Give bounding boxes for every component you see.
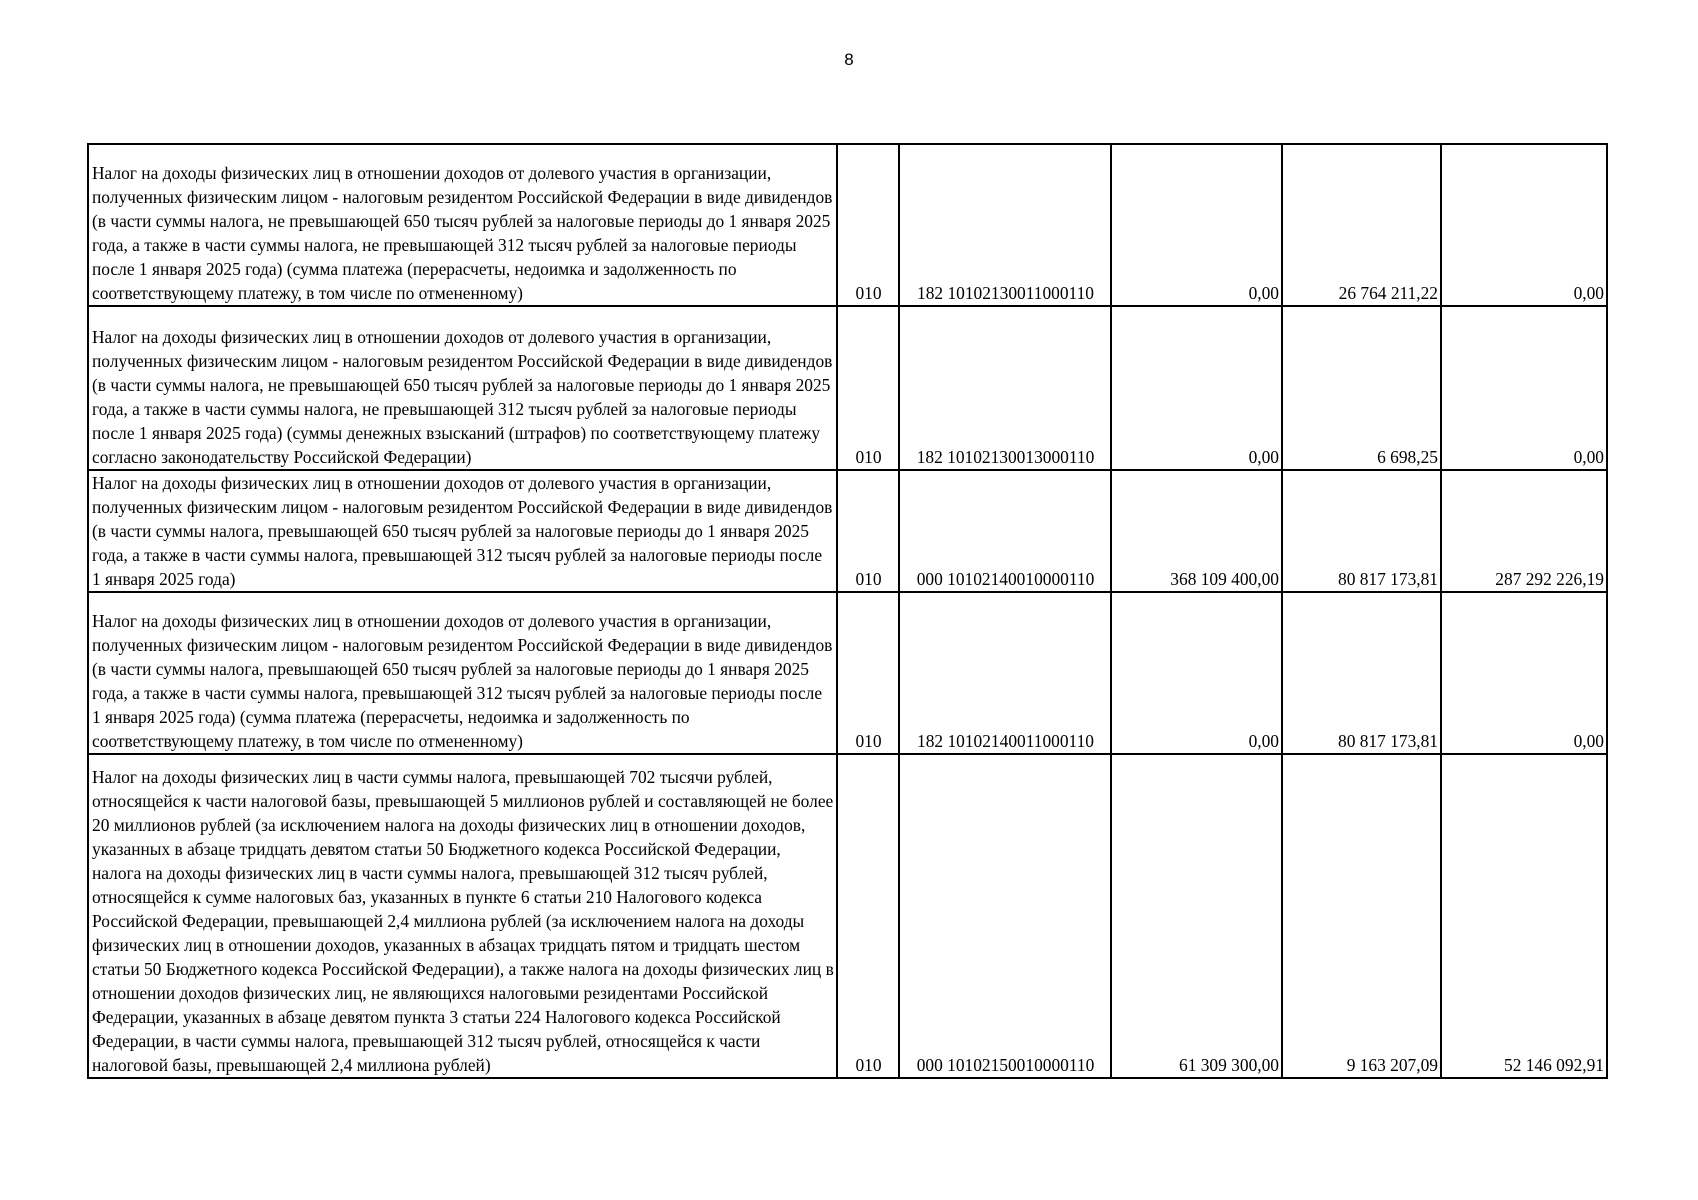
row-executed: 6 698,25 — [1282, 306, 1441, 470]
row-approved: 368 109 400,00 — [1111, 470, 1282, 592]
row-approved: 0,00 — [1111, 592, 1282, 754]
row-executed: 9 163 207,09 — [1282, 754, 1441, 1078]
row-description: Налог на доходы физических лиц в отношении доходов от долевого участия в организации, полученных физическим лицом - налоговым резидентом Российской Федерации в виде дивидендов (в части суммы налога, не превышающей 650 тысяч рублей за налоговые периоды до 1 января 2025 года, а также в части суммы налога, не превышающей 312 тысяч рублей за налоговые периоды после 1 января 2025 года) (сумма платежа (перерасчеты, недоимка и задолженность по соответствующему платежу, в том числе по отмененному) — [88, 144, 837, 306]
table-row — [88, 592, 1607, 754]
table-row — [88, 144, 1607, 306]
row-unexecuted: 0,00 — [1441, 592, 1607, 754]
row-budget-code: 182 10102140011000110 — [899, 592, 1111, 754]
row-line-code: 010 — [837, 470, 899, 592]
row-description: Налог на доходы физических лиц в отношении доходов от долевого участия в организации, полученных физическим лицом - налоговым резидентом Российской Федерации в виде дивидендов (в части суммы налога, не превышающей 650 тысяч рублей за налоговые периоды до 1 января 2025 года, а также в части суммы налога, не превышающей 312 тысяч рублей за налоговые периоды после 1 января 2025 года) (суммы денежных взысканий (штрафов) по соответствующему платежу согласно законодательству Российской Федерации) — [88, 306, 837, 470]
table-row — [88, 470, 1607, 592]
row-approved: 0,00 — [1111, 144, 1282, 306]
row-description: Налог на доходы физических лиц в части суммы налога, превышающей 702 тысячи рублей, относящейся к части налоговой базы, превышающей 5 миллионов рублей и составляющей не более 20 миллионов рублей (за исключением налога на доходы физических лиц в отношении доходов, указанных в абзаце тридцать девятом статьи 50 Бюджетного кодекса Российской Федерации, налога на доходы физических лиц в части суммы налога, превышающей 312 тысяч рублей, относящейся к сумме налоговых баз, указанных в пункте 6 статьи 210 Налогового кодекса Российской Федерации, превышающей 2,4 миллиона рублей (за исключением налога на доходы физических лиц в отношении доходов, указанных в абзацах тридцать пятом и тридцать шестом статьи 50 Бюджетного кодекса Российской Федерации), а также налога на доходы физических лиц в отношении доходов физических лиц, не являющихся налоговыми резидентами Российской Федерации, указанных в абзаце девятом пункта 3 статьи 224 Налогового кодекса Российской Федерации, в части суммы налога, превышающей 312 тысяч рублей, относящейся к части налоговой базы, превышающей 2,4 миллиона рублей) — [88, 754, 837, 1078]
row-executed: 80 817 173,81 — [1282, 592, 1441, 754]
row-approved: 61 309 300,00 — [1111, 754, 1282, 1078]
income-table — [87, 143, 1608, 1079]
row-budget-code: 000 10102140010000110 — [899, 470, 1111, 592]
row-approved: 0,00 — [1111, 306, 1282, 470]
row-line-code: 010 — [837, 754, 899, 1078]
row-line-code: 010 — [837, 144, 899, 306]
page-number: 8 — [844, 50, 854, 69]
row-executed: 26 764 211,22 — [1282, 144, 1441, 306]
row-budget-code: 182 10102130011000110 — [899, 144, 1111, 306]
table-row — [88, 306, 1607, 470]
row-line-code: 010 — [837, 592, 899, 754]
row-executed: 80 817 173,81 — [1282, 470, 1441, 592]
row-description: Налог на доходы физических лиц в отношении доходов от долевого участия в организации, полученных физическим лицом - налоговым резидентом Российской Федерации в виде дивидендов (в части суммы налога, превышающей 650 тысяч рублей за налоговые периоды до 1 января 2025 года, а также в части суммы налога, превышающей 312 тысяч рублей за налоговые периоды после 1 января 2025 года) — [88, 470, 837, 592]
row-unexecuted: 0,00 — [1441, 144, 1607, 306]
row-budget-code: 182 10102130013000110 — [899, 306, 1111, 470]
row-description: Налог на доходы физических лиц в отношении доходов от долевого участия в организации, полученных физическим лицом - налоговым резидентом Российской Федерации в виде дивидендов (в части суммы налога, превышающей 650 тысяч рублей за налоговые периоды до 1 января 2025 года, а также в части суммы налога, превышающей 312 тысяч рублей за налоговые периоды после 1 января 2025 года) (сумма платежа (перерасчеты, недоимка и задолженность по соответствующему платежу, в том числе по отмененному) — [88, 592, 837, 754]
row-unexecuted: 0,00 — [1441, 306, 1607, 470]
row-unexecuted: 287 292 226,19 — [1441, 470, 1607, 592]
row-unexecuted: 52 146 092,91 — [1441, 754, 1607, 1078]
row-line-code: 010 — [837, 306, 899, 470]
table-row — [88, 754, 1607, 1078]
row-budget-code: 000 10102150010000110 — [899, 754, 1111, 1078]
